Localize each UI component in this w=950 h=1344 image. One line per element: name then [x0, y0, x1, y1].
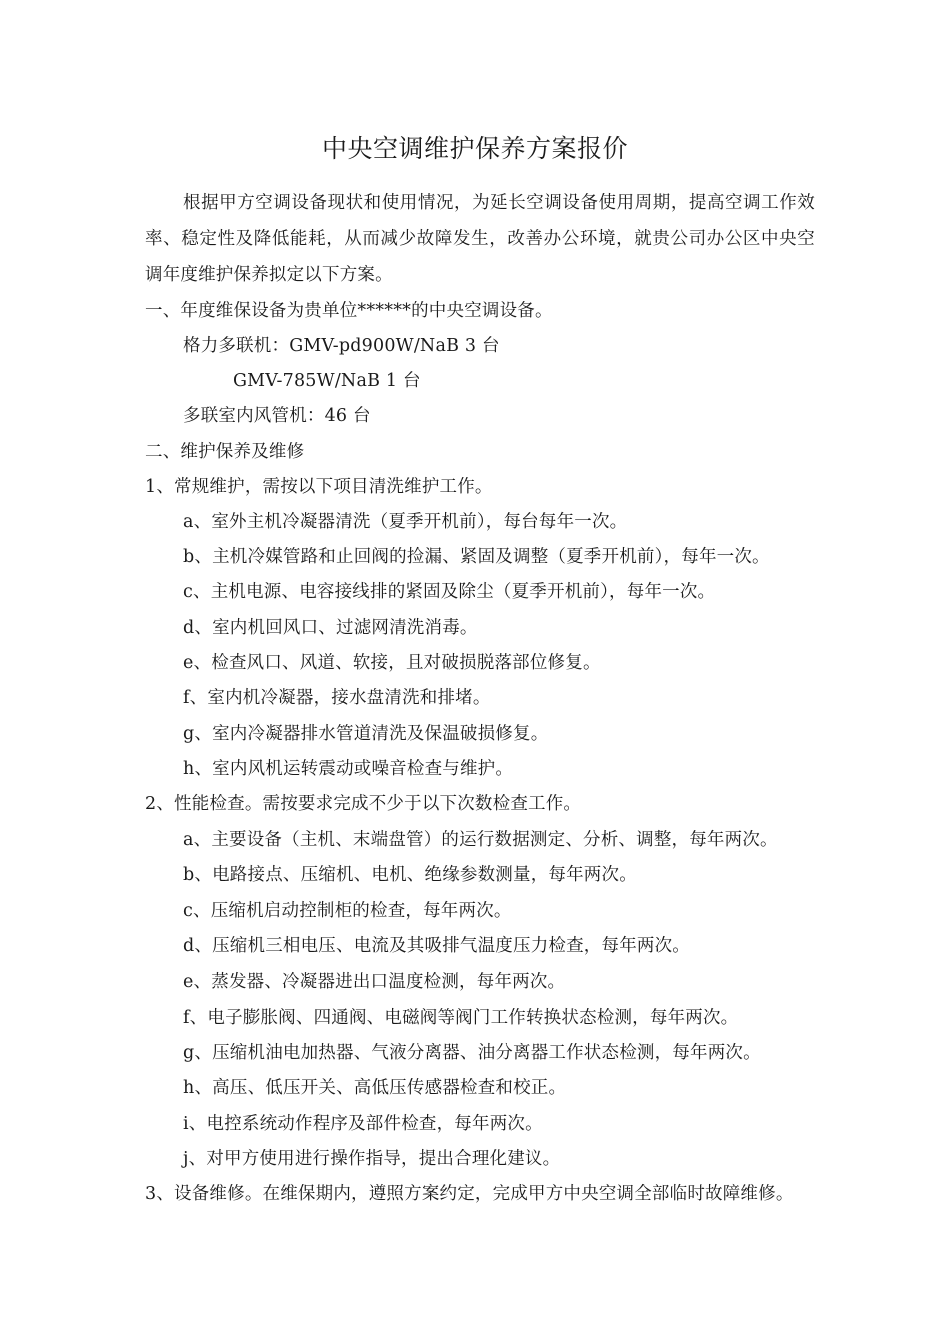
item-2-subitem: e、蒸发器、冷凝器进出口温度检测，每年两次。 — [183, 972, 566, 992]
item-2-subitem: g、压缩机油电加热器、气液分离器、油分离器工作状态检测，每年两次。 — [183, 1043, 761, 1063]
equipment-line-2: GMV-785W/NaB 1 台 — [233, 371, 421, 391]
item-1-subitem: h、室内风机运转震动或噪音检查与维护。 — [183, 759, 514, 779]
item-2-subitem: j、对甲方使用进行操作指导，提出合理化建议。 — [183, 1149, 561, 1169]
item-1-subitem: g、室内冷凝器排水管道清洗及保温破损修复。 — [183, 724, 549, 744]
intro-paragraph: 根据甲方空调设备现状和使用情况，为延长空调设备使用周期，提高空调工作效率、稳定性及降低能耗，从而减少故障发生，改善办公环境，就贵公司办公区中央空调年度维护保养拟定以下方案。 — [145, 193, 815, 285]
equipment-line-3: 多联室内风管机：46 台 — [183, 406, 371, 426]
item-3-heading: 3、设备维修。在维保期内，遵照方案约定，完成甲方中央空调全部临时故障维修。 — [145, 1184, 794, 1204]
item-2-subitem: c、压缩机启动控制柜的检查，每年两次。 — [183, 901, 512, 921]
item-1-heading: 1、常规维护，需按以下项目清洗维护工作。 — [145, 477, 493, 497]
item-1-subitem: b、主机冷媒管路和止回阀的捡漏、紧固及调整（夏季开机前），每年一次。 — [183, 547, 770, 567]
document-title: 中央空调维护保养方案报价 — [321, 134, 628, 163]
item-2-subitem: d、压缩机三相电压、电流及其吸排气温度压力检查，每年两次。 — [183, 936, 691, 956]
item-2-subitem: a、主要设备（主机、末端盘管）的运行数据测定、分析、调整，每年两次。 — [183, 830, 778, 850]
item-2-subitem: h、高压、低压开关、高低压传感器检查和校正。 — [183, 1078, 567, 1098]
section-2-heading: 二、维护保养及维修 — [145, 442, 305, 462]
item-1-subitem: e、检查风口、风道、软接，且对破损脱落部位修复。 — [183, 653, 601, 673]
item-1-subitem: f、室内机冷凝器，接水盘清洗和排堵。 — [183, 688, 491, 708]
item-2-heading: 2、性能检查。需按要求完成不少于以下次数检查工作。 — [145, 794, 582, 814]
item-1-subitem: a、室外主机冷凝器清洗（夏季开机前），每台每年一次。 — [183, 512, 628, 532]
equipment-line-1: 格力多联机：GMV-pd900W/NaB 3 台 — [183, 336, 500, 356]
section-1-heading: 一、年度维保设备为贵单位******的中央空调设备。 — [145, 301, 553, 321]
item-2-subitem: f、电子膨胀阀、四通阀、电磁阀等阀门工作转换状态检测，每年两次。 — [183, 1008, 739, 1028]
item-1-subitem: d、室内机回风口、过滤网清洗消毒。 — [183, 618, 478, 638]
item-1-subitem: c、主机电源、电容接线排的紧固及除尘（夏季开机前），每年一次。 — [183, 582, 716, 602]
item-2-subitem: b、电路接点、压缩机、电机、绝缘参数测量，每年两次。 — [183, 865, 637, 885]
item-2-subitem: i、电控系统动作程序及部件检查，每年两次。 — [183, 1114, 543, 1134]
